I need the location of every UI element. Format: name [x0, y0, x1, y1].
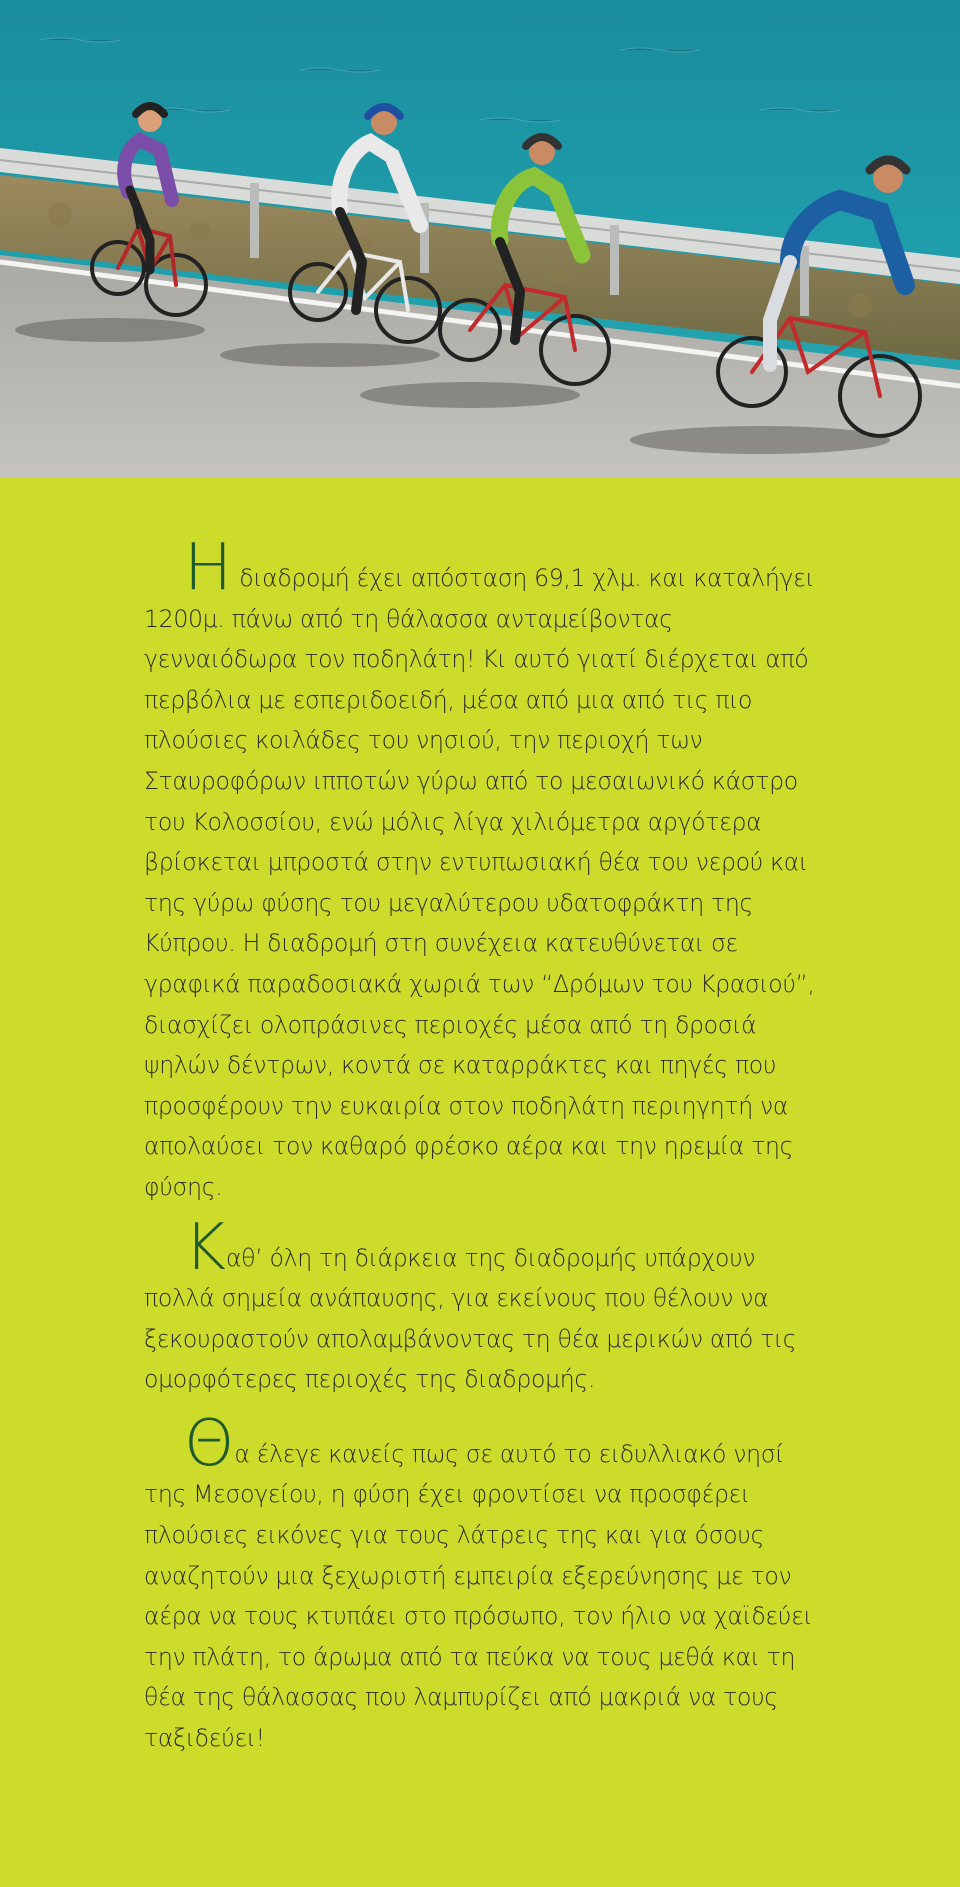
paragraph-mediterranean-island	[144, 1406, 824, 1759]
article-body	[144, 531, 824, 1759]
paragraph-text: αθ’ όλη τη διάρκεια της διαδρομής υπάρχουν πολλά σημεία ανάπαυσης, για εκείνους που θέλουν να ξεκουραστούν απολαμβάνοντας τη θέα μερικών από τις ομορφότερες περιοχές της διαδρομής.	[144, 1243, 797, 1394]
drop-cap: Θ	[184, 1406, 235, 1481]
paragraph-route-description	[144, 531, 824, 1208]
paragraph-text: διαδρομή έχει απόσταση 69,1 χλμ. και καταλήγει 1200μ. πάνω από τη θάλασσα ανταμείβοντας γενναιόδωρα τον ποδηλάτη! Κι αυτό γιατί διέρχεται από περβόλια με εσπεριδοειδή, μέσα από μια από τις πιο πλούσιες κοιλάδες του νησιού, την περιοχή των Σταυροφόρων ιπποτών γύρω από το μεσαιωνικό κάστρο του Κολοσσίου, ενώ μόλις λίγα χιλιόμετρα αργότερα βρίσκεται μπροστά στην εντυπωσιακή θέα του νερού και της γύρω φύσης του μεγαλύτερου υδατοφράκτη της Κύπρου. Η διαδρομή στη συνέχεια κατευθύνεται σε γραφικά παραδοσιακά χωριά των “Δρόμων του Κρασιού”, διασχίζει ολοπράσινες περιοχές μέσα από τη δροσιά ψηλών δέντρων, κοντά σε καταρράκτες και πηγές που προσφέρουν την ευκαιρία στον ποδηλάτη περιηγητή να απολαύσει τον καθαρό φρέσκο αέρα και την ηρεμία της φύσης.	[144, 564, 815, 1201]
cyclists-photo	[0, 0, 960, 477]
drop-cap: Η	[184, 531, 233, 605]
paragraph-rest-stops	[144, 1210, 824, 1400]
drop-cap: Κ	[184, 1210, 226, 1285]
paragraph-text: α έλεγε κανείς πως σε αυτό το ειδυλλιακό νησί της Μεσογείου, η φύση έχει φροντίσει να προσφέρει πλούσιες εικόνες για τους λάτρεις της και για όσους αναζητούν μια ξεχωριστή εμπειρία εξερεύνησης με τον αέρα να τους κτυπάει στο πρόσωπο, τον ήλιο να χαϊδεύει την πλάτη, το άρωμα από τα πεύκα να τους μεθά και τη θέα της θάλασσας που λαμπυρίζει από μακριά να τους ταξιδεύει!	[144, 1439, 813, 1753]
